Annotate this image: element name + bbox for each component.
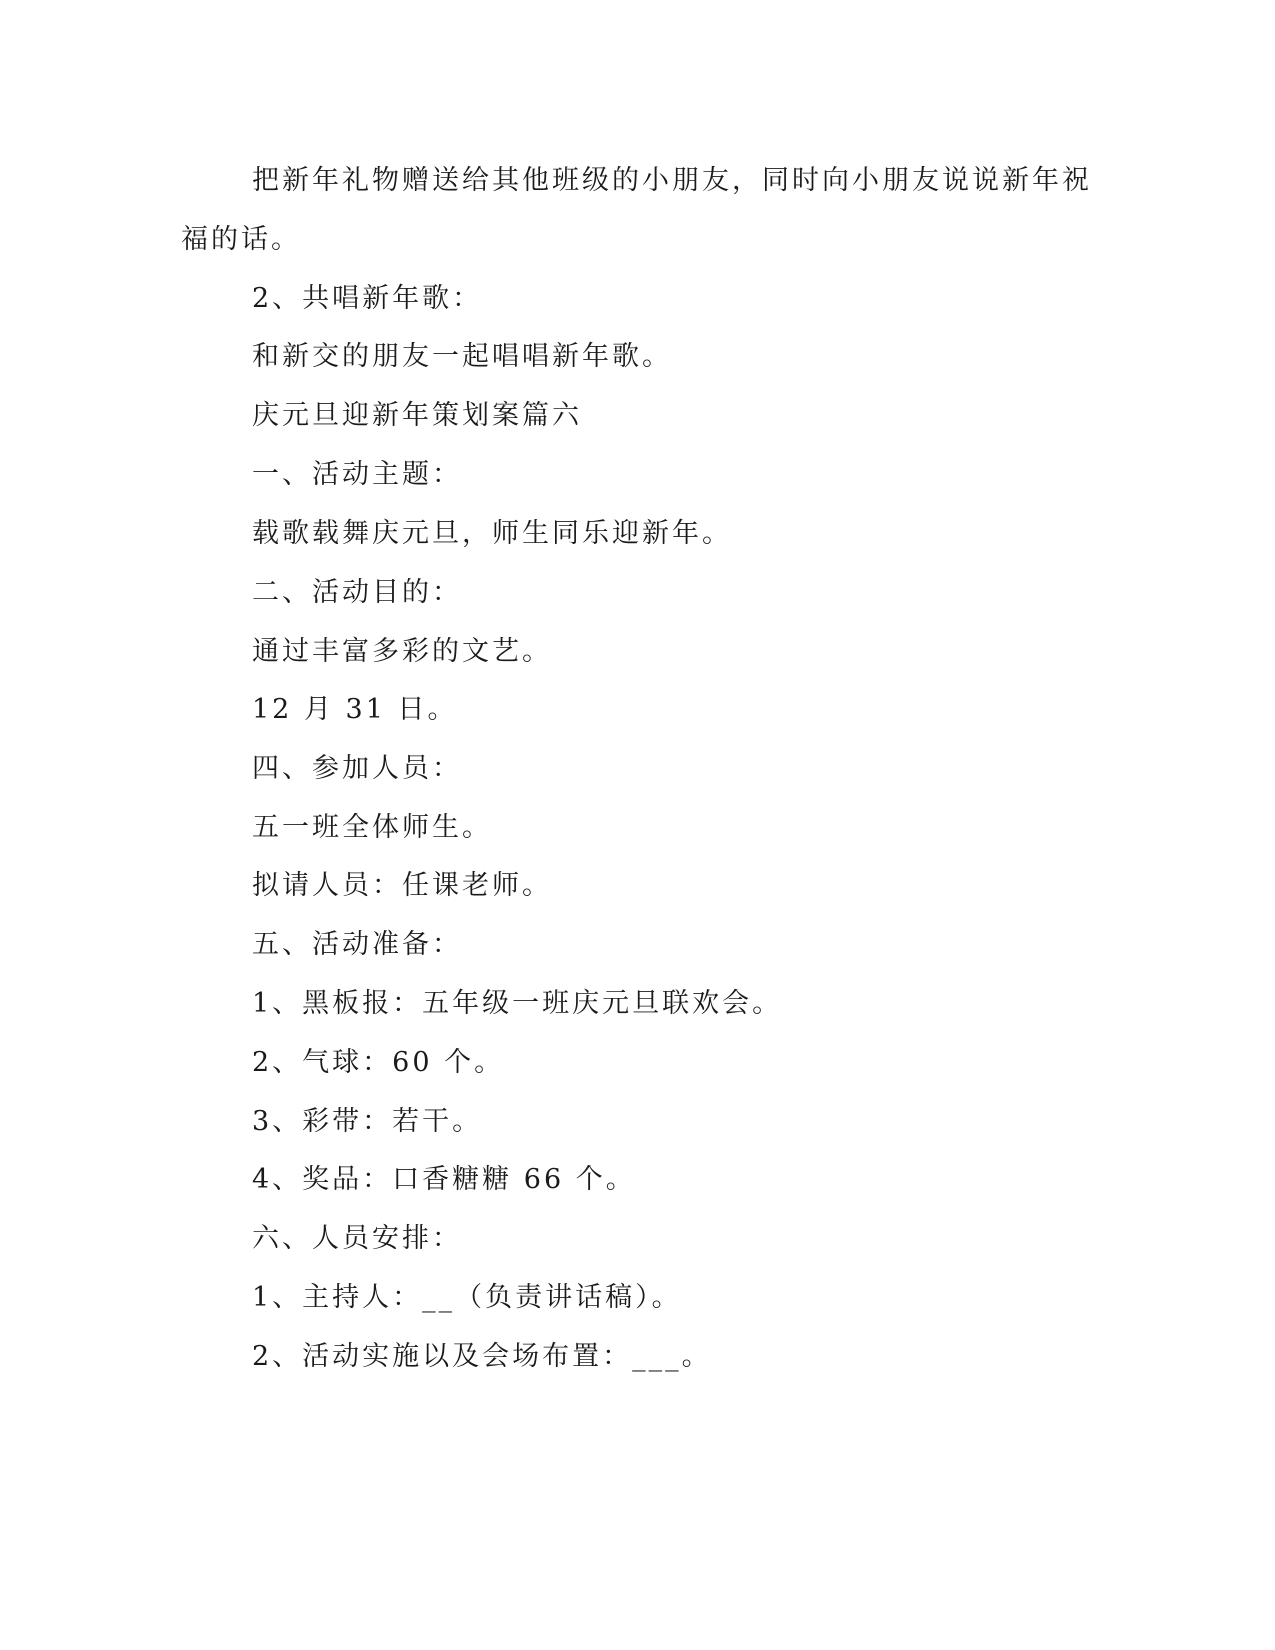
- paragraph-line: 五一班全体师生。: [252, 812, 492, 843]
- paragraph-line: 和新交的朋友一起唱唱新年歌。: [252, 341, 672, 372]
- paragraph-line: 福的话。: [181, 224, 301, 255]
- list-item: 1、黑板报：五年级一班庆元旦联欢会。: [252, 988, 783, 1019]
- paragraph-line: 载歌载舞庆元旦，师生同乐迎新年。: [252, 518, 732, 549]
- paragraph-line: 2、共唱新年歌：: [252, 283, 483, 314]
- paragraph-line: 通过丰富多彩的文艺。: [252, 636, 552, 667]
- list-item: 4、奖品：口香糖糖 66 个。: [252, 1164, 636, 1195]
- list-item: 2、气球：60 个。: [252, 1047, 505, 1078]
- paragraph-line: 12 月 31 日。: [252, 694, 458, 725]
- section-heading: 二、活动目的：: [252, 577, 462, 608]
- section-heading: 一、活动主题：: [252, 459, 462, 490]
- list-item: 3、彩带：若干。: [252, 1106, 483, 1137]
- paragraph-line: 拟请人员：任课老师。: [252, 870, 552, 901]
- section-heading: 五、活动准备：: [252, 929, 462, 960]
- section-heading: 庆元旦迎新年策划案篇六: [252, 400, 582, 431]
- section-heading: 六、人员安排：: [252, 1223, 462, 1254]
- list-item: 1、主持人：__（负责讲话稿）。: [252, 1282, 682, 1313]
- list-item: 2、活动实施以及会场布置：___。: [252, 1341, 712, 1372]
- section-heading: 四、参加人员：: [252, 753, 462, 784]
- paragraph-line: 把新年礼物赠送给其他班级的小朋友，同时向小朋友说说新年祝: [252, 165, 1092, 196]
